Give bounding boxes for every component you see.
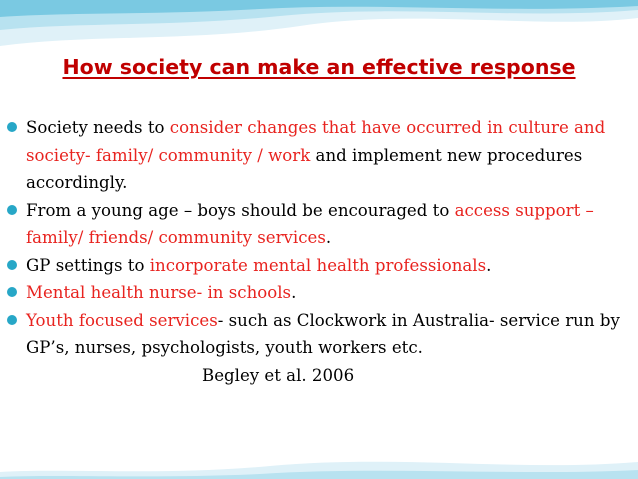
bullet-text: From a young age – boys should be encouraged to: [26, 200, 455, 220]
bullet-emphasis: Mental health nurse- in schools: [26, 283, 292, 302]
bullet-emphasis: consider changes that have occurred in culture and society- family/ community / work: [26, 118, 606, 165]
bullet-dot-icon: [7, 315, 17, 325]
bullet-item: [6, 252, 632, 280]
slide-title: How society can make an effective response: [62, 55, 576, 79]
citation: Begley et al. 2006: [202, 365, 355, 385]
bullet-text: GP settings to: [26, 255, 150, 275]
bullet-text: .: [486, 255, 492, 275]
bullet-text: - such as Clockwork in Australia- service run by GP’s, nurses, psychologists, youth workers etc.: [26, 310, 620, 357]
bullet-text: Society needs to: [26, 118, 170, 137]
bullet-emphasis: Youth focused services: [26, 310, 218, 330]
bullet-item: [6, 279, 632, 307]
bullet-dot-icon: [7, 205, 17, 215]
bullet-list: [6, 114, 632, 389]
bullet-text: .: [325, 228, 332, 247]
bullet-emphasis: incorporate mental health professionals: [149, 255, 487, 275]
bullet-dot-icon: [7, 122, 17, 132]
bullet-emphasis: access support – family/ friends/ community services: [26, 200, 594, 247]
bullet-text: .: [291, 283, 297, 302]
bullet-dot-icon: [7, 260, 17, 270]
bullet-dot-icon: [7, 287, 17, 297]
bullet-text: and implement new procedures accordingly.: [26, 145, 583, 192]
bullet-item: [6, 197, 632, 252]
bullet-item: [6, 307, 632, 362]
bullet-item: [6, 114, 632, 197]
